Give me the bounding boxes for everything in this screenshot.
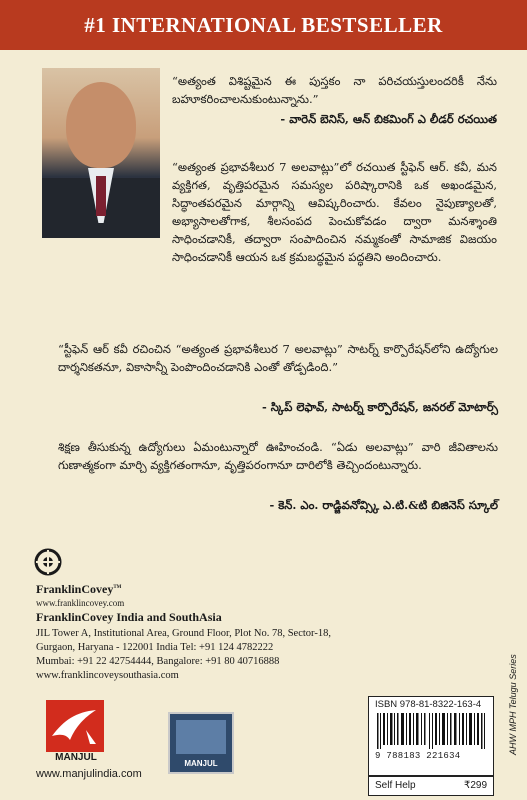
isbn-digits: 9 788183 221634 xyxy=(375,751,461,761)
price-row xyxy=(368,776,494,796)
quote-4: శిక్షణ తీసుకున్న ఉద్యోగులు ఏమంటున్నారో ఊహించండి. “ఏడు అలవాట్లు” వారి జీవితాలను గుణాత్మకంగా మార్చి వ్యక్తిగతంగానూ, వృత్తిపరంగానూ దారిలోకి తెచ్చిందంటున్నారు. xyxy=(58,440,498,472)
franklincovey-india: FranklinCovey India and SouthAsia xyxy=(36,610,222,624)
address-line-1: JIL Tower A, Institutional Area, Ground Floor, Plot No. 78, Sector-18, xyxy=(36,628,331,639)
banner-text: #1 INTERNATIONAL BESTSELLER xyxy=(84,12,443,37)
author-photo xyxy=(42,68,160,223)
bestseller-banner xyxy=(0,0,527,50)
attribution-1: - వారెన్ బెనిస్, ఆన్ బికమింగ్ ఎ లీడర్ రచయిత xyxy=(280,112,497,126)
attribution-4: - కెన్. ఎం. రాడ్జివనోవ్స్కి ఎ.టి.&టి బిజినెస్ స్కూల్ xyxy=(269,498,498,512)
manjul-seal-icon: MANJUL xyxy=(168,712,234,774)
isbn-label: ISBN 978-81-8322-163-4 xyxy=(375,699,482,710)
barcode-icon xyxy=(377,713,485,749)
manjul-name: MANJUL xyxy=(55,752,97,763)
attribution-3: - స్కిప్ లెఫావ్, సాటర్న్ కార్పొరేషన్, జనరల్ మోటార్స్ xyxy=(261,400,498,414)
address-line-3: Mumbai: +91 22 42754444, Bangalore: +91 80 40716888 xyxy=(36,656,280,667)
manjul-logo-icon xyxy=(46,700,104,752)
quote-1: “అత్యంత విశిష్టమైన ఈ పుస్తకం నా పరిచయస్తులందరికీ నేను బహూకరించాలనుకుంటున్నాను.” xyxy=(172,74,497,106)
quote-3: “స్టీఫెన్ ఆర్ కవీ రచించిన “అత్యంత ప్రభావశీలుర 7 అలవాట్లు” సాటర్న్ కార్పొరేషన్‌లోని ఉద్యోగుల దార్శనికతనూ, వికాసాన్నీ పెంపొందించడానికి ఎంతో తోడ్పడింది.” xyxy=(58,342,498,374)
franklincovey-url: www.franklincovey.com xyxy=(36,598,125,608)
quote-2: “అత్యంత ప్రభావశీలుర 7 అలవాట్లు”లో రచయిత స్టీఫెన్ ఆర్. కవీ, మన వ్యక్తిగత, వృత్తిపరమైన సమస్యల పరిష్కారానికి ఒక అఖండమైన, సిద్ధాంతపరమైన మార్గాన్ని ఆవిష్కరించారు. కేవలం నైపుణ్యాలతో, అభ్యాసాలతోగాక, శీలసంపద పెంచుకోవడం ద్వారా మనశ్శాంతి సాధించడానికీ, తద్వారా సంపాదించిన నమ్మకంతో సామాజిక విజయం సాధించడానికీ ఆయన ఒక క్రమబద్ధమైన పద్ధతిని అందించారు. xyxy=(172,160,497,264)
franklincovey-name: FranklinCovey™ xyxy=(36,582,122,596)
isbn-barcode xyxy=(368,696,494,776)
franklincoveysouthasia-url: www.franklincoveysouthasia.com xyxy=(36,670,179,681)
category-label: Self Help xyxy=(375,780,416,791)
series-label: AHW MPH Telugu Series xyxy=(508,654,518,755)
address-line-2: Gurgaon, Haryana - 122001 India Tel: +91 124 4782222 xyxy=(36,642,274,653)
franklincovey-logo-icon xyxy=(34,548,62,576)
price-label: ₹299 xyxy=(463,780,487,791)
manjul-url: www.manjulindia.com xyxy=(36,768,142,780)
